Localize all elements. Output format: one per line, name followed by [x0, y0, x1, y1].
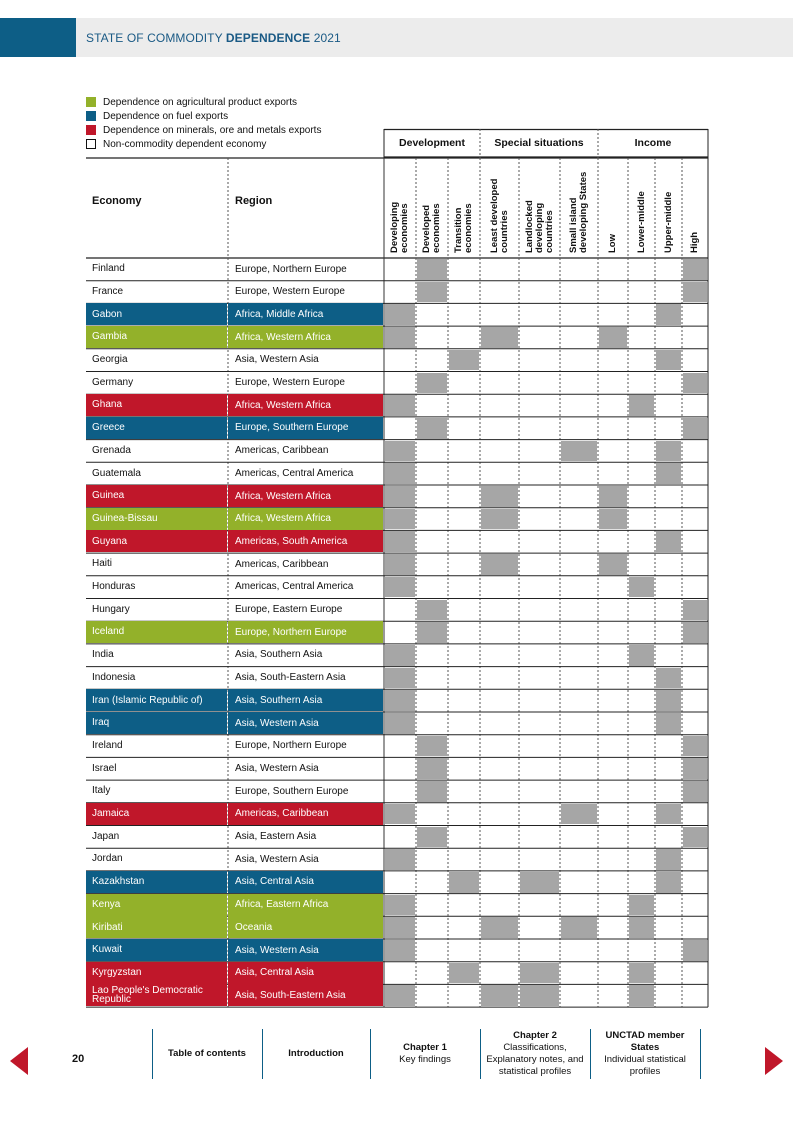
classification-mark [683, 736, 707, 757]
classification-mark [385, 463, 415, 484]
classification-mark [656, 463, 681, 484]
classification-mark [561, 441, 597, 462]
economy-cell: Gabon [86, 303, 227, 325]
classification-mark [417, 282, 447, 303]
economy-cell: Georgia [92, 354, 128, 366]
classification-mark [417, 781, 447, 802]
region-cell: Americas, Central America [235, 467, 354, 479]
class-column-header: Upper-middle [662, 191, 674, 253]
table-row [86, 599, 708, 621]
classification-mark [656, 668, 681, 689]
economy-cell: Finland [92, 263, 125, 275]
table-row [86, 871, 708, 893]
legend-label: Dependence on agricultural product exports [103, 96, 298, 108]
classification-mark [417, 418, 447, 439]
classification-mark [656, 872, 681, 893]
legend-swatch [86, 97, 96, 107]
table-row [86, 644, 708, 666]
footer-divider [370, 1029, 371, 1079]
classification-mark [385, 509, 415, 530]
classification-mark [385, 849, 415, 870]
classification-mark [385, 668, 415, 689]
classification-mark [656, 713, 681, 734]
table-row [86, 916, 708, 938]
class-column-header: Low [607, 234, 618, 253]
economy-cell: Honduras [92, 581, 136, 593]
classification-mark [481, 509, 518, 530]
classification-mark [385, 304, 415, 325]
footer-divider [590, 1029, 591, 1079]
table-row [86, 417, 708, 439]
legend-item [86, 123, 321, 137]
economy-cell: France [92, 285, 124, 297]
classification-mark [683, 622, 707, 643]
column-header-region: Region [235, 195, 273, 207]
classification-mark [385, 940, 415, 961]
table-row [86, 984, 708, 1006]
economy-cell: Kenya [86, 894, 227, 916]
region-cell: Africa, Western Africa [228, 326, 383, 348]
economy-cell: Iraq [86, 712, 227, 734]
table-row [86, 462, 708, 484]
table-row [86, 962, 708, 984]
page-number: 20 [72, 1053, 85, 1065]
table-row [86, 939, 708, 961]
table-row [86, 621, 708, 643]
footer-divider [152, 1029, 153, 1079]
classification-mark [449, 963, 479, 984]
economy-cell: Guinea [86, 485, 227, 507]
table-row [86, 485, 708, 507]
region-cell: Asia, Western Asia [235, 354, 319, 366]
table-row [86, 508, 708, 530]
classification-mark [417, 373, 447, 394]
class-column-header: High [689, 231, 700, 253]
region-cell: Asia, South-Eastern Asia [228, 984, 383, 1006]
economy-cell: Gambia [86, 326, 227, 348]
legend-item [86, 109, 321, 123]
classification-mark [683, 940, 707, 961]
table-row [86, 667, 708, 689]
table-row [86, 440, 708, 462]
legend-label: Non-commodity dependent economy [103, 138, 267, 150]
group-header: Development [399, 137, 465, 149]
classification-mark [481, 327, 518, 348]
class-column-header: Small island developing States [568, 171, 589, 253]
region-cell: Africa, Western Africa [228, 394, 383, 416]
footer-nav-link[interactable]: Table of contents [168, 1048, 246, 1059]
classification-mark [520, 963, 559, 984]
footer-nav-link[interactable]: Chapter 2 Classifications, Explanatory notes, and statistical profiles [486, 1030, 584, 1077]
region-cell: Asia, Central Asia [228, 871, 383, 893]
table-row [86, 394, 708, 416]
region-cell: Asia, Western Asia [228, 939, 383, 961]
region-cell: Asia, Western Asia [228, 712, 383, 734]
classification-mark [481, 917, 518, 938]
table-row [86, 803, 708, 825]
class-column-header: Developed economies [421, 203, 442, 253]
economy-cell: Iran (Islamic Republic of) [86, 689, 227, 711]
region-cell: Europe, Southern Europe [235, 785, 349, 797]
classification-mark [481, 554, 518, 575]
classification-mark [683, 282, 707, 303]
economy-cell: Jamaica [86, 803, 227, 825]
region-cell: Africa, Western Africa [228, 485, 383, 507]
economy-cell: Kiribati [86, 916, 227, 938]
region-cell: Europe, Western Europe [235, 286, 345, 298]
economy-cell: Indonesia [92, 671, 136, 683]
classification-mark [385, 441, 415, 462]
footer-nav-link[interactable]: Chapter 1 Key findings [399, 1042, 451, 1065]
group-header: Special situations [494, 137, 584, 149]
region-cell: Europe, Western Europe [235, 377, 345, 388]
classification-mark [683, 418, 707, 439]
next-page-arrow-icon[interactable] [765, 1047, 783, 1075]
region-cell: Americas, Central America [235, 581, 354, 593]
classification-mark [417, 827, 447, 848]
classification-mark [385, 531, 415, 552]
economy-cell: Hungary [92, 603, 130, 615]
economy-cell: Japan [92, 830, 120, 842]
classification-mark [385, 645, 415, 666]
region-cell: Africa, Eastern Africa [228, 894, 383, 916]
classification-mark [629, 645, 654, 666]
classification-mark [417, 259, 447, 280]
region-cell: Asia, Western Asia [235, 762, 319, 774]
classification-mark [683, 827, 707, 848]
economy-cell: Kuwait [86, 939, 227, 961]
region-cell: Europe, Northern Europe [235, 740, 347, 752]
header-tab [0, 18, 76, 57]
classification-mark [599, 486, 627, 507]
group-header: Income [634, 137, 672, 149]
footer-divider [262, 1029, 263, 1079]
table-row [86, 894, 708, 916]
classification-mark [683, 758, 707, 779]
table-row [86, 372, 708, 394]
economy-cell: Lao People's Democratic Republic [86, 984, 227, 1006]
table-row [86, 258, 708, 280]
legend-label: Dependence on minerals, ore and metals exports [103, 124, 322, 136]
economy-cell: Ireland [92, 739, 123, 751]
economy-cell: Haiti [92, 558, 113, 570]
economy-cell: Israel [92, 762, 117, 774]
region-cell: Americas, Caribbean [228, 803, 383, 825]
classification-mark [385, 395, 415, 416]
classification-mark [520, 985, 559, 1006]
region-cell: Americas, South America [228, 530, 383, 552]
table-row [86, 826, 708, 848]
region-cell: Asia, Eastern Asia [235, 831, 317, 842]
classification-mark [385, 713, 415, 734]
economy-cell: Iceland [86, 621, 227, 643]
legend [86, 95, 321, 151]
table-row [86, 553, 708, 575]
class-column-header: Landlocked developing countries [523, 200, 555, 253]
region-cell: Americas, Caribbean [235, 445, 329, 457]
classification-mark [599, 554, 627, 575]
region-cell: Asia, Southern Asia [228, 689, 383, 711]
footer-divider [700, 1029, 701, 1079]
table-row [86, 303, 708, 325]
class-column-header: Developing economies [389, 201, 410, 253]
classification-mark [385, 804, 415, 825]
classification-mark [385, 985, 415, 1006]
region-cell: Europe, Southern Europe [228, 417, 383, 439]
classification-mark [417, 736, 447, 757]
classification-mark [683, 373, 707, 394]
region-cell: Europe, Eastern Europe [235, 604, 343, 615]
classification-mark [520, 872, 559, 893]
classification-mark [417, 622, 447, 643]
region-cell: Africa, Western Africa [228, 508, 383, 530]
legend-swatch [86, 111, 96, 121]
footer-nav-link[interactable]: UNCTAD member States Individual statistical profiles [604, 1030, 686, 1077]
region-cell: Asia, Southern Asia [235, 649, 323, 661]
classification-mark [656, 531, 681, 552]
classification-mark [385, 486, 415, 507]
classification-mark [683, 600, 707, 621]
classification-mark [656, 804, 681, 825]
classification-mark [417, 600, 447, 621]
economy-cell: Germany [92, 376, 134, 388]
economy-cell: Jordan [92, 853, 123, 865]
region-cell: Americas, Caribbean [235, 558, 329, 570]
classification-mark [629, 985, 654, 1006]
class-column-header: Lower-middle [635, 191, 647, 253]
footer-nav-link[interactable]: Introduction [288, 1048, 344, 1059]
classification-mark [417, 758, 447, 779]
region-cell: Europe, Northern Europe [228, 621, 383, 643]
classification-mark [656, 690, 681, 711]
table-row [86, 780, 708, 802]
classification-mark [449, 872, 479, 893]
classification-mark [656, 849, 681, 870]
classification-mark [385, 554, 415, 575]
classification-mark [683, 259, 707, 280]
table-row [86, 757, 708, 779]
economy-cell: Italy [92, 785, 111, 797]
economy-cell: India [92, 649, 114, 661]
legend-item [86, 95, 321, 109]
classification-mark [656, 304, 681, 325]
classification-mark [599, 509, 627, 530]
classification-mark [385, 327, 415, 348]
classification-mark [385, 917, 415, 938]
economy-cell: Kyrgyzstan [86, 962, 227, 984]
economy-cell: Kazakhstan [86, 871, 227, 893]
classification-mark [561, 917, 597, 938]
region-cell: Asia, Central Asia [228, 962, 383, 984]
region-cell: Europe, Northern Europe [235, 263, 347, 275]
page-title: STATE OF COMMODITY DEPENDENCE 2021 [86, 31, 341, 45]
table-row [86, 848, 708, 870]
economy-cell: Guinea-Bissau [86, 508, 227, 530]
classification-mark [629, 963, 654, 984]
classification-mark [449, 350, 479, 371]
table-row [86, 576, 708, 598]
class-column-header: Least developed countries [488, 178, 510, 253]
class-column-header: Transition economies [453, 203, 474, 253]
table-row [86, 735, 708, 757]
previous-page-arrow-icon[interactable] [10, 1047, 28, 1075]
legend-label: Dependence on fuel exports [103, 110, 229, 122]
classification-mark [629, 895, 654, 916]
classification-mark [561, 804, 597, 825]
economy-cell: Ghana [86, 394, 227, 416]
classification-mark [629, 395, 654, 416]
legend-swatch [86, 139, 96, 149]
column-header-economy: Economy [92, 195, 142, 207]
table-row [86, 326, 708, 348]
table-row [86, 349, 708, 371]
classification-mark [629, 577, 654, 598]
footer-divider [480, 1029, 481, 1079]
classification-mark [481, 985, 518, 1006]
classification-mark [385, 895, 415, 916]
classification-mark [385, 690, 415, 711]
region-cell: Africa, Middle Africa [228, 303, 383, 325]
classification-mark [656, 350, 681, 371]
region-cell: Oceania [228, 916, 383, 938]
economy-cell: Guyana [86, 530, 227, 552]
classification-mark [629, 917, 654, 938]
classification-mark [385, 577, 415, 598]
classification-mark [683, 781, 707, 802]
classification-mark [481, 486, 518, 507]
region-cell: Asia, Western Asia [235, 853, 319, 865]
economy-cell: Guatemala [92, 467, 141, 479]
table-row [86, 689, 708, 711]
table-row [86, 281, 708, 303]
classification-mark [599, 327, 627, 348]
region-cell: Asia, South-Eastern Asia [235, 672, 346, 684]
legend-item [86, 137, 321, 151]
economy-cell: Grenada [92, 444, 131, 456]
table-row [86, 530, 708, 552]
classification-mark [656, 441, 681, 462]
table-row [86, 712, 708, 734]
legend-swatch [86, 125, 96, 135]
economy-cell: Greece [86, 417, 227, 439]
